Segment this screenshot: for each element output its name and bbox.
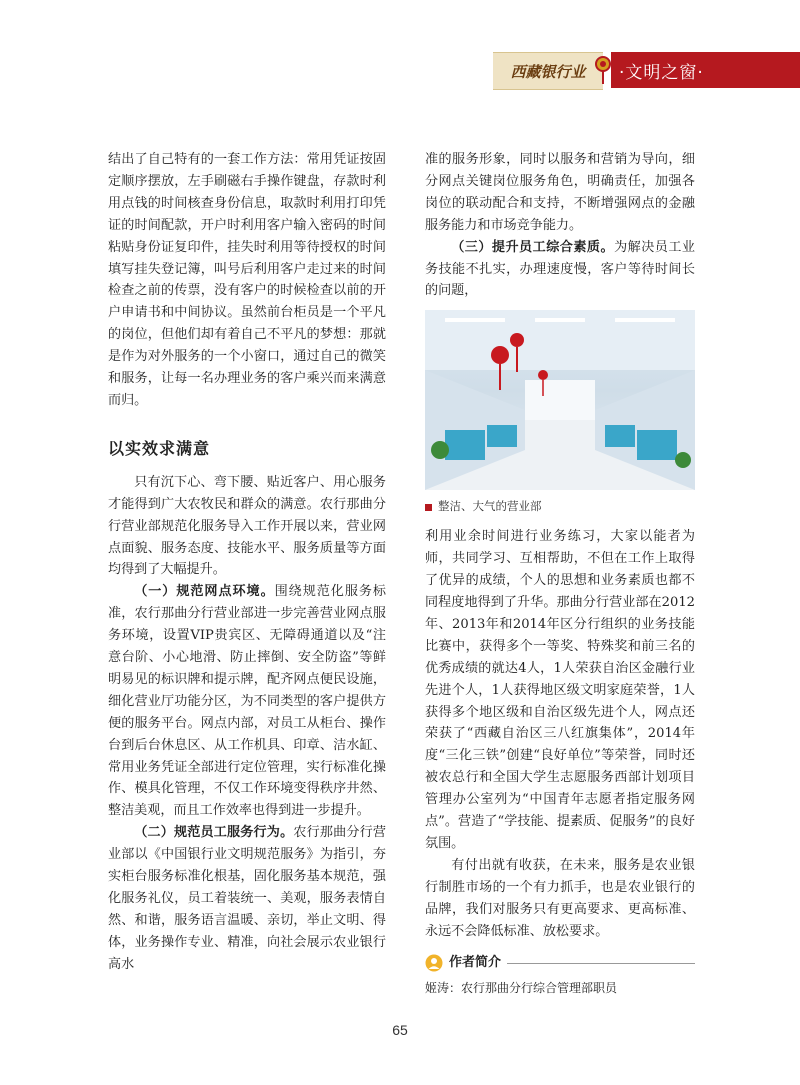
subsection-title: （三）提升员工综合素质。 [451, 239, 615, 255]
bank-hall-illustration [425, 310, 695, 490]
right-column [425, 149, 695, 1000]
subsection-title: （一）规范网点环境。 [134, 584, 275, 600]
photo-caption [425, 496, 695, 518]
body-paragraph: 有付出就有收获，在未来，服务是农业银行制胜市场的一个有力抓手，也是农业银行的品牌，我们对服务只有更高要求、更高标准、永远不会降低标准、放松要求。 [425, 857, 695, 939]
magazine-title: 西藏银行业 [493, 52, 603, 90]
caption-text: 整洁、大气的营业部 [438, 499, 542, 514]
section-label: ·文明之窗· [611, 52, 800, 88]
person-icon [425, 954, 443, 972]
subsection-title: （二）规范员工服务行为。 [134, 825, 294, 841]
body-paragraph [425, 237, 695, 303]
author-info: 姬涛：农行那曲分行综合管理部职员 [425, 981, 618, 996]
body-paragraph: 利用业余时间进行业务练习，大家以能者为师，共同学习、互相帮助，不但在工作上取得了优异的成绩，个人的思想和业务素质也都不同程度地得到了升华。那曲分行营业部在2012年、2013年和2014年区分行组织的业务技能比赛中，获得多个一等奖、特殊奖和前三名的优秀成绩的就达4人，1人荣获自治区金融行业先进个人，1人获得地区级文明家庭荣誉，1人获得多个地区级和自治区级先进个人，网点还荣获了“西藏自治区三八红旗集体”，2014年度“三化三铁”创建“良好单位”等荣誉，同时还被农总行和全国大学生志愿服务西部计划项目管理办公室列为“中国青年志愿者指定服务网点”。营造了“学技能、提素质、促服务”的良好氛围。 [425, 529, 695, 851]
page-number: 65 [392, 1022, 408, 1038]
page-header [493, 52, 800, 88]
body-paragraph: 准的服务形象，同时以服务和营销为导向，细分网点关键岗位服务角色，明确责任，加强各岗位的联动配合和支持，不断增强网点的金融服务能力和市场竞争能力。 [425, 152, 695, 233]
subsection-text: 围绕规范化服务标准，农行那曲分行营业部进一步完善营业网点服务环境，设置VIP贵宾区、无障碍通道以及“注意台阶、小心地滑、防止摔倒、安全防盗”等鲜明易见的标识牌和提示牌，配齐网点便民设施，细化营业厅功能分区，为不同类型的客户提供方便的服务平台。网点内部，对员工从柜台、操作台到后台休息区、从工作机具、印章、洁水缸、常用业务凭证全部进行定位管理，实行标准化操作、模具化管理，不仅工作环境变得秩序井然、整洁美观，而且工作效率也得到进一步提升。 [108, 584, 387, 819]
section-heading: 以实效求满意 [108, 438, 211, 458]
bank-hall-photo [425, 310, 695, 490]
chinese-knot-icon [593, 54, 613, 86]
caption-marker-icon [425, 504, 432, 511]
body-paragraph: 结出了自己特有的一套工作方法：常用凭证按固定顺序摆放，左手刷磁右手操作键盘，存款时利用点钱的时间核查身份信息，取款时利用打印凭证的时间配款，开户时利用客户输入密码的时间粘贴身份证复印件，挂失时利用等待授权的时间填写挂失登记簿，叫号后利用客户走过来的时间检查之前的传票，没有客户的时候检查以前的开户申请书和中间协议。虽然前台柜员是一个平凡的岗位，但他们却有着自己不平凡的梦想：那就是作为对外服务的一个小窗口，通过自己的微笑和服务，让每一名办理业务的客户乘兴而来满意而归。 [108, 152, 386, 408]
divider [507, 963, 695, 964]
author-label: 作者简介 [449, 955, 502, 971]
body-paragraph [108, 581, 386, 822]
body-paragraph: 只有沉下心、弯下腰、贴近客户、用心服务才能得到广大农牧民和群众的满意。农行那曲分行营业部规范化服务导入工作开展以来，营业网点面貌、服务态度、技能水平、服务质量等方面均得到了大幅提升。 [108, 474, 386, 578]
subsection-text: 农行那曲分行营业部以《中国银行业文明规范服务》为指引，夯实柜台服务标准化根基，固化服务基本规范，强化服务礼仪，员工着装统一、美观，服务表情自然、和谐，服务语言温暖、亲切，举止文明、得体，业务操作专业、精准，向社会展示农业银行高水 [108, 825, 387, 972]
subsection-text: 为解决员工业务技能不扎实，办理速度慢，客户等待时间长的问题， [425, 239, 696, 299]
body-paragraph [108, 822, 386, 975]
author-section-heading [425, 952, 695, 974]
left-column [108, 149, 386, 976]
